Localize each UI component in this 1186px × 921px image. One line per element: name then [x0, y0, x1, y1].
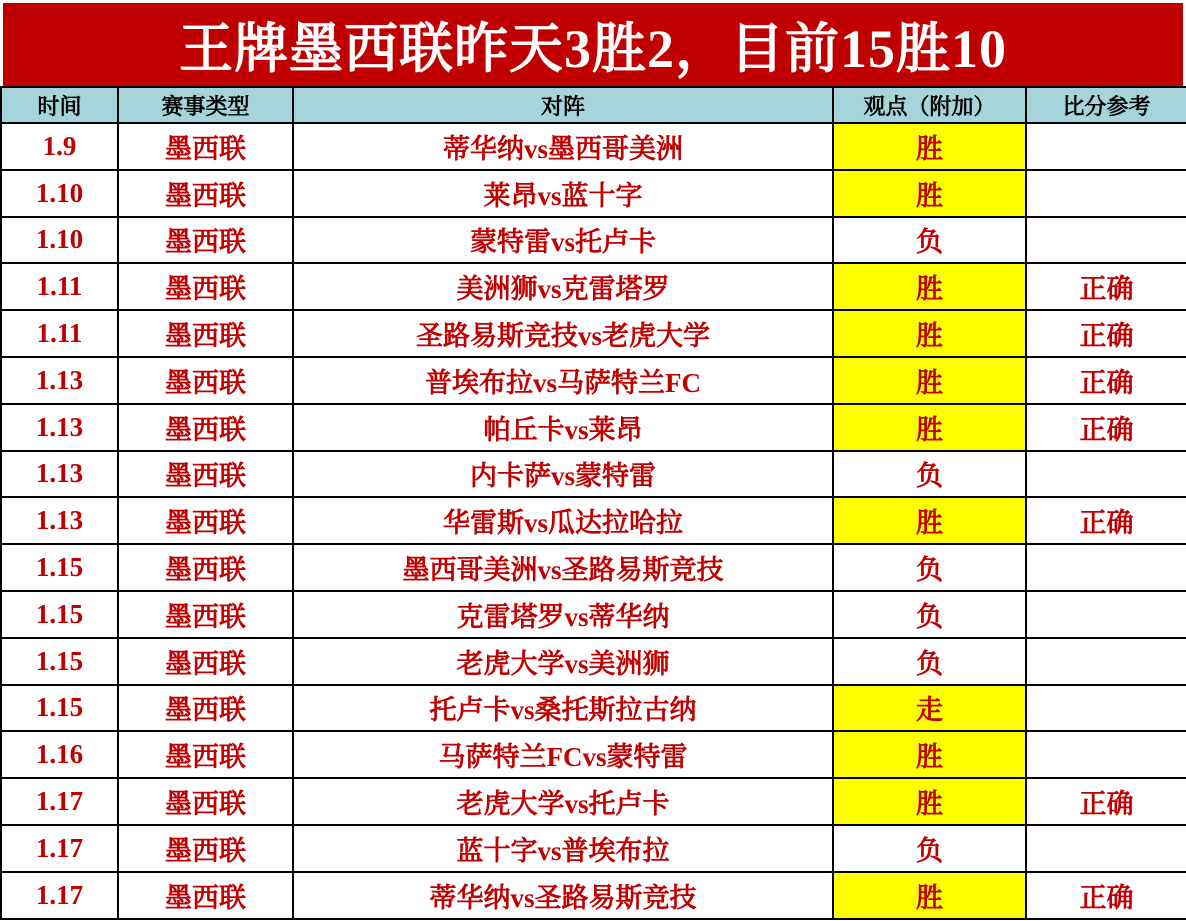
match-cell: 老虎大学vs美洲狮	[293, 638, 833, 685]
result-cell: 正确	[1026, 310, 1186, 357]
verdict-cell: 走	[833, 685, 1026, 732]
table-header-row	[1, 87, 1186, 123]
date-cell: 1.10	[1, 170, 118, 217]
date-cell: 1.15	[1, 685, 118, 732]
verdict-cell: 胜	[833, 310, 1026, 357]
result-cell	[1026, 544, 1186, 591]
verdict-cell: 胜	[833, 123, 1026, 170]
league-cell: 墨西联	[118, 123, 293, 170]
date-cell: 1.13	[1, 404, 118, 451]
date-cell: 1.13	[1, 357, 118, 404]
result-cell	[1026, 638, 1186, 685]
column-header-result: 比分参考	[1026, 87, 1186, 123]
match-cell: 马萨特兰FCvs蒙特雷	[293, 731, 833, 778]
result-cell	[1026, 685, 1186, 732]
match-cell: 蓝十字vs普埃布拉	[293, 825, 833, 872]
table-row	[1, 731, 1186, 778]
result-cell: 正确	[1026, 357, 1186, 404]
match-cell: 托卢卡vs桑托斯拉古纳	[293, 685, 833, 732]
league-cell: 墨西联	[118, 357, 293, 404]
table-row	[1, 638, 1186, 685]
match-cell: 墨西哥美洲vs圣路易斯竞技	[293, 544, 833, 591]
league-cell: 墨西联	[118, 544, 293, 591]
result-cell: 正确	[1026, 497, 1186, 544]
title-banner	[3, 3, 1183, 86]
match-cell: 内卡萨vs蒙特雷	[293, 451, 833, 498]
league-cell: 墨西联	[118, 497, 293, 544]
verdict-cell: 胜	[833, 263, 1026, 310]
date-cell: 1.11	[1, 263, 118, 310]
date-cell: 1.11	[1, 310, 118, 357]
verdict-cell: 胜	[833, 357, 1026, 404]
date-cell: 1.17	[1, 872, 118, 919]
match-cell: 蒙特雷vs托卢卡	[293, 217, 833, 264]
results-table	[0, 86, 1186, 920]
league-cell: 墨西联	[118, 731, 293, 778]
league-cell: 墨西联	[118, 591, 293, 638]
match-cell: 圣路易斯竞技vs老虎大学	[293, 310, 833, 357]
verdict-cell: 胜	[833, 170, 1026, 217]
result-cell: 正确	[1026, 872, 1186, 919]
result-cell	[1026, 731, 1186, 778]
result-cell	[1026, 825, 1186, 872]
page-title: 王牌墨西联昨天3胜2，目前15胜10	[179, 19, 1007, 79]
match-cell: 美洲狮vs克雷塔罗	[293, 263, 833, 310]
verdict-cell: 负	[833, 638, 1026, 685]
league-cell: 墨西联	[118, 310, 293, 357]
league-cell: 墨西联	[118, 638, 293, 685]
league-cell: 墨西联	[118, 263, 293, 310]
date-cell: 1.15	[1, 638, 118, 685]
date-cell: 1.9	[1, 123, 118, 170]
table-row	[1, 778, 1186, 825]
verdict-cell: 负	[833, 544, 1026, 591]
table-row	[1, 357, 1186, 404]
date-cell: 1.10	[1, 217, 118, 264]
date-cell: 1.17	[1, 778, 118, 825]
table-row	[1, 217, 1186, 264]
date-cell: 1.15	[1, 591, 118, 638]
verdict-cell: 胜	[833, 497, 1026, 544]
table-row	[1, 310, 1186, 357]
verdict-cell: 胜	[833, 404, 1026, 451]
result-cell: 正确	[1026, 778, 1186, 825]
league-cell: 墨西联	[118, 170, 293, 217]
league-cell: 墨西联	[118, 451, 293, 498]
match-cell: 华雷斯vs瓜达拉哈拉	[293, 497, 833, 544]
result-cell: 正确	[1026, 263, 1186, 310]
league-cell: 墨西联	[118, 872, 293, 919]
league-cell: 墨西联	[118, 404, 293, 451]
table-row	[1, 123, 1186, 170]
date-cell: 1.13	[1, 497, 118, 544]
table-row	[1, 544, 1186, 591]
result-cell: 正确	[1026, 404, 1186, 451]
date-cell: 1.15	[1, 544, 118, 591]
league-cell: 墨西联	[118, 217, 293, 264]
date-cell: 1.17	[1, 825, 118, 872]
verdict-cell: 负	[833, 591, 1026, 638]
table-row	[1, 872, 1186, 919]
table-row	[1, 825, 1186, 872]
verdict-cell: 胜	[833, 731, 1026, 778]
column-header-time: 时间	[1, 87, 118, 123]
match-cell: 老虎大学vs托卢卡	[293, 778, 833, 825]
result-cell	[1026, 451, 1186, 498]
verdict-cell: 负	[833, 217, 1026, 264]
league-cell: 墨西联	[118, 825, 293, 872]
match-cell: 普埃布拉vs马萨特兰FC	[293, 357, 833, 404]
date-cell: 1.13	[1, 451, 118, 498]
result-cell	[1026, 170, 1186, 217]
verdict-cell: 负	[833, 825, 1026, 872]
table-row	[1, 685, 1186, 732]
result-cell	[1026, 591, 1186, 638]
column-header-league: 赛事类型	[118, 87, 293, 123]
league-cell: 墨西联	[118, 778, 293, 825]
match-cell: 克雷塔罗vs蒂华纳	[293, 591, 833, 638]
match-cell: 蒂华纳vs圣路易斯竞技	[293, 872, 833, 919]
verdict-cell: 胜	[833, 778, 1026, 825]
date-cell: 1.16	[1, 731, 118, 778]
match-cell: 蒂华纳vs墨西哥美洲	[293, 123, 833, 170]
result-cell	[1026, 217, 1186, 264]
column-header-match: 对阵	[293, 87, 833, 123]
result-cell	[1026, 123, 1186, 170]
column-header-verdict: 观点（附加）	[833, 87, 1026, 123]
match-cell: 莱昂vs蓝十字	[293, 170, 833, 217]
table-row	[1, 497, 1186, 544]
table-row	[1, 404, 1186, 451]
match-cell: 帕丘卡vs莱昂	[293, 404, 833, 451]
league-cell: 墨西联	[118, 685, 293, 732]
verdict-cell: 胜	[833, 872, 1026, 919]
table-row	[1, 170, 1186, 217]
table-row	[1, 263, 1186, 310]
verdict-cell: 负	[833, 451, 1026, 498]
table-row	[1, 591, 1186, 638]
table-row	[1, 451, 1186, 498]
